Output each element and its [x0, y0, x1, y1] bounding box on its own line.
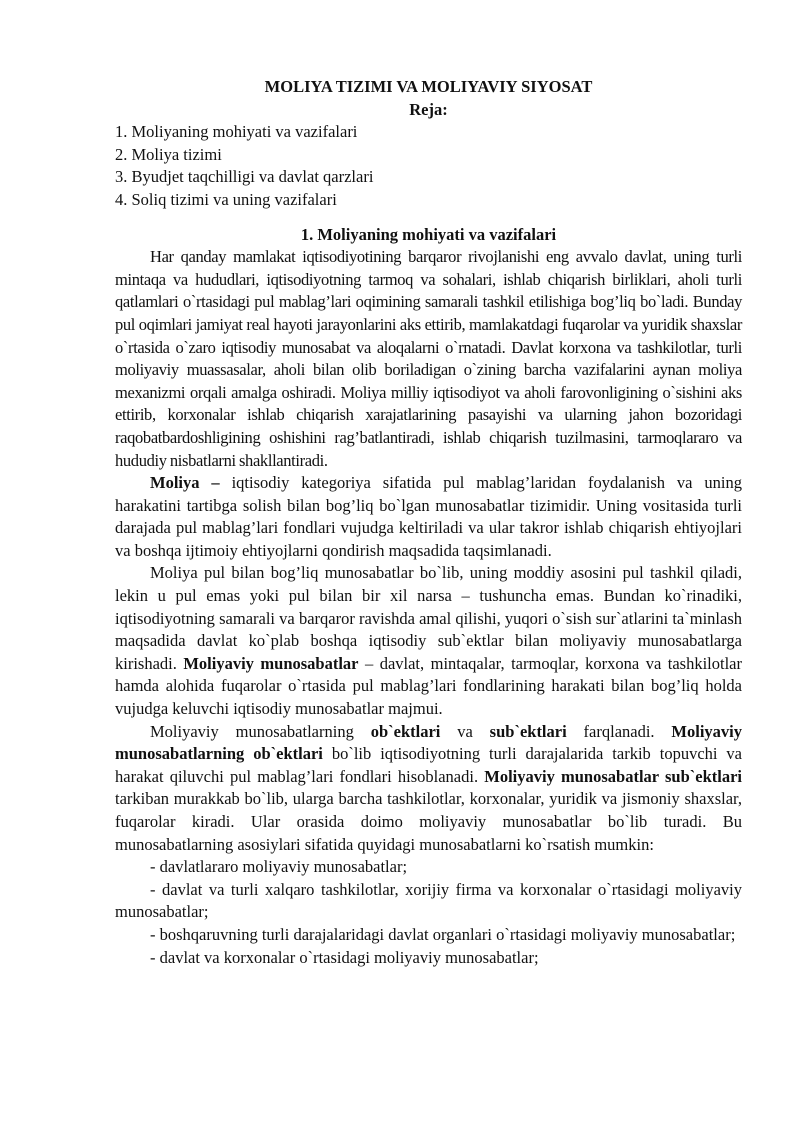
list-item: - davlatlararo moliyaviy munosabatlar; — [150, 857, 408, 877]
document-page — [115, 76, 742, 969]
term-subektlari: sub`ektlari — [489, 721, 567, 741]
document-title: MOLIYA TIZIMI VA MOLIYAVIY SIYOSAT — [264, 77, 593, 96]
paragraph-objects-subjects — [115, 721, 742, 857]
list-item: - davlat va korxonalar o`rtasidagi moliyaviy munosabatlar; — [150, 947, 539, 967]
section-title: 1. Moliyaning mohiyati va vazifalari — [300, 224, 557, 244]
paragraph-text: bo`lib iqtisodiyotning turli darajalarida tarkib topuvchi va harakat qiluvchi pul mablag’lari fondlari hisoblanadi. — [115, 744, 742, 786]
plan-item: 3. Byudjet taqchilligi va davlat qarzlari — [115, 167, 374, 187]
list-item: - boshqaruvning turli darajalaridagi davlat organlari o`rtasidagi moliyaviy munosabatlar; — [150, 924, 736, 944]
paragraph-intro: Har qanday mamlakat iqtisodiyotining barqaror rivojlanishi eng avvalo davlat, uning turli mintaqa va hududlari, iqtisodiyotning tarmoq va sohalari, ishlab chiqarish birliklari, aholi turli qatlamlari o`rtasidagi pul mablag’lari oqimining samarali tashkil etilishiga bog’liq bo`ladi. Bunday pul oqimlari jamiyat real hayoti jarayonlarini aks ettirib, mamlakatdagi fuqarolar va yuridik shaxslar o`rtasida o`zaro iqtisodiy munosabat va aloqalarni o`rnatadi. Davlat korxona va tashkilotlar, turli moliyaviy muassasalar, aholi bilan olib boriladigan o`zining barcha vazifalarini aynan moliya mexanizmi orqali amalga oshiradi. Moliya milliy iqtisodiyot va aholi farovonligining o`sishini aks ettirib, korxonalar ishlab chiqarish xarajatlarining pasayishi va ularning jahon bozoridagi raqobatbardoshligining oshishini rag’batlantiradi, ishlab chiqarish tuzilmasini, tarmoqlararo va hududiy nisbatlarni shakllantiradi. — [115, 247, 742, 470]
paragraph-text: – davlat, mintaqalar, tarmoqlar, korxona va tashkilotlar hamda alohida fuqarolar o`rtasida pul mablag’lari fondlarining harakati bilan bog’liq holda vujudga keluvchi iqtisodiy munosabatlar majmui. — [115, 653, 742, 719]
paragraph-text: iqtisodiy kategoriya sifatida pul mablag’laridan foydalanish va uning harakatini tartibga solish bilan bog’liq bo`lgan munosabatlar tizimidir. Uning vositasida turli darajada pul mablag’lari fondlari vujudga keltiriladi va ular takror ishlab chiqarish ehtiyojlari va boshqa ijtimoiy ehtiyojlarni qondirish maqsadida taqsimlanadi. — [115, 473, 742, 560]
plan-item: 4. Soliq tizimi va uning vazifalari — [115, 189, 337, 209]
paragraph-text: Moliya pul bilan bog’liq munosabatlar bo`lib, uning moddiy asosini pul tashkil qiladi, lekin u pul emas yoki pul bilan bir xil narsa – tushuncha emas. Bundan ko`rinadiki, iqtisodiyotning samarali va barqaror ravishda amal qilishi, yuqori o`sish sur`atlarini ta`minlash maqsadida davlat ko`plab boshqa iqtisodiy sub`ektlar bilan moliyaviy munosabatlarga kirishadi. — [115, 563, 742, 673]
paragraph-text: farqlanadi. — [566, 721, 672, 741]
plan-item: 2. Moliya tizimi — [115, 144, 222, 164]
paragraph-text: va — [440, 721, 490, 741]
plan-item: 1. Moliyaning mohiyati va vazifalari — [115, 122, 358, 142]
term-subjects-definition: Moliyaviy munosabatlar sub`ektlari — [484, 766, 742, 786]
term-moliya: Moliya – — [150, 473, 220, 493]
plan-heading: Reja: — [409, 99, 448, 119]
paragraph-text: Moliyaviy munosabatlarning — [150, 721, 371, 741]
paragraph-relations — [115, 562, 742, 720]
term-obektlari: ob`ektlari — [370, 721, 441, 741]
term-objects-definition: Moliyaviy munosabatlarning ob`ektlari — [115, 721, 742, 764]
paragraph-text: tarkiban murakkab bo`lib, ularga barcha tashkilotlar, korxonalar, yuridik va jismoniy shaxslar, fuqarolar kiradi. Ular orasida doimo moliyaviy munosabatlar bo`lib turadi. Bu munosabatlarning asosiylari sifatida quyidagi munosabatlarni ko`rsatish mumkin: — [115, 789, 742, 854]
term-moliyaviy-munosabatlar: Moliyaviy munosabatlar — [183, 653, 359, 673]
paragraph-definition — [115, 472, 742, 562]
plan-list — [115, 121, 742, 211]
list-item: - davlat va turli xalqaro tashkilotlar, xorijiy firma va korxonalar o`rtasidagi moliyaviy munosabatlar; — [115, 879, 742, 922]
